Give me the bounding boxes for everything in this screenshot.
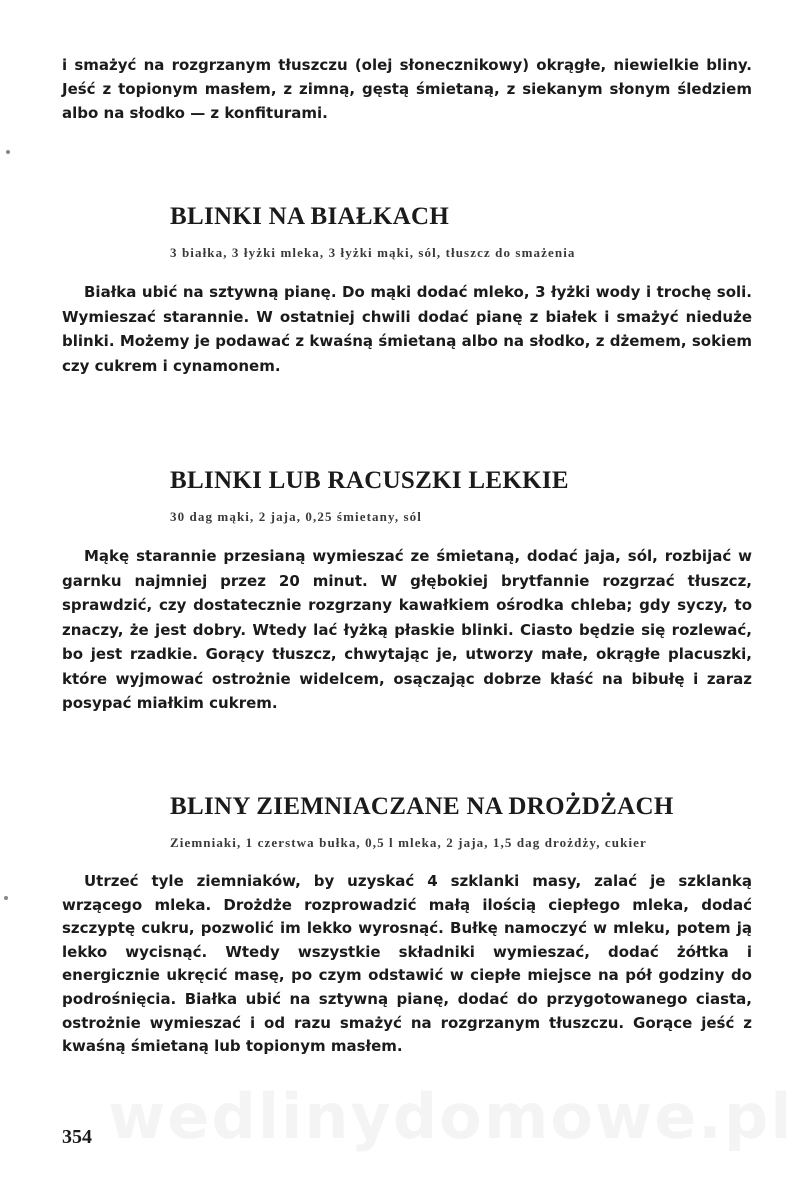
watermark [108,1080,793,1153]
recipe-instructions: Utrzeć tyle ziemniaków, by uzyskać 4 szklanki masy, zalać je szklanką wrzącego mleka. Drożdże rozprowadzić małą ilością ciepłego mleka, dodać szczyptę cukru, pozwolić im lekko wyrosnąć. Bułkę namoczyć w mleku, potem ją lekko wycisnąć. Wtedy wszystkie składniki wymieszać, dodać żółtka i energicznie ukręcić masę, po czym odstawić w ciepłe miejsce na pół godziny do podrośnięcia. Białka ubić na sztywną pianę, dodać do przygotowanego ciasta, ostrożnie wymieszać i od razu smażyć na rozgrzanym tłuszczu. Gorące jeść z kwaśną śmietaną lub topionym masłem. [62,872,752,1056]
recipe-instructions: Białka ubić na sztywną pianę. Do mąki dodać mleko, 3 łyżki wody i trochę soli. Wymieszać starannie. W ostatniej chwili dodać pianę z białek i smażyć nieduże blinki. Możemy je podawać z kwaśną śmietaną albo na słodko, z dżemem, sokiem czy cukrem i cynamonem. [62,283,752,375]
recipe-title: BLINKI NA BIAŁKACH [170,203,450,230]
recipe-ingredients: Ziemniaki, 1 czerstwa bułka, 0,5 l mleka, 2 jaja, 1,5 dag drożdży, cukier [170,835,647,850]
recipe-title: BLINKI LUB RACUSZKI LEKKIE [170,467,569,494]
recipe-title: BLINY ZIEMNIACZANE NA DROŻDŻACH [170,793,674,820]
intro-paragraph: i smażyć na rozgrzanym tłuszczu (olej słonecznikowy) okrągłe, niewielkie bliny. Jeść z topionym masłem, z zimną, gęstą śmietaną, z siekanym słonym śledziem albo na słodko — z konfiturami. [62,56,752,122]
recipe-section [62,466,752,716]
recipe-section [62,792,752,1059]
page-number: 354 [62,1126,92,1148]
recipe-ingredients: 30 dag mąki, 2 jaja, 0,25 śmietany, sól [170,509,422,524]
recipe-section [62,202,752,378]
scan-speck [6,150,10,154]
recipe-instructions: Mąkę starannie przesianą wymieszać ze śmietaną, dodać jaja, sól, rozbijać w garnku najmniej przez 20 minut. W głębokiej brytfannie rozgrzać tłuszcz, sprawdzić, czy dostatecznie rozgrzany kawałkiem ośrodka chleba; gdy syczy, to znaczy, że jest dobry. Wtedy lać łyżką płaskie blinki. Ciasto będzie się rozlewać, bo jest rzadkie. Gorący tłuszcz, chwytając je, utworzy małe, okrągłe placuszki, które wyjmować ostrożnie widelcem, osączając dobrze kłaść na bibułę i zaraz posypać miałkim cukrem. [62,547,752,712]
scan-speck [4,896,8,900]
recipe-ingredients: 3 białka, 3 łyżki mleka, 3 łyżki mąki, sól, tłuszcz do smażenia [170,245,576,260]
